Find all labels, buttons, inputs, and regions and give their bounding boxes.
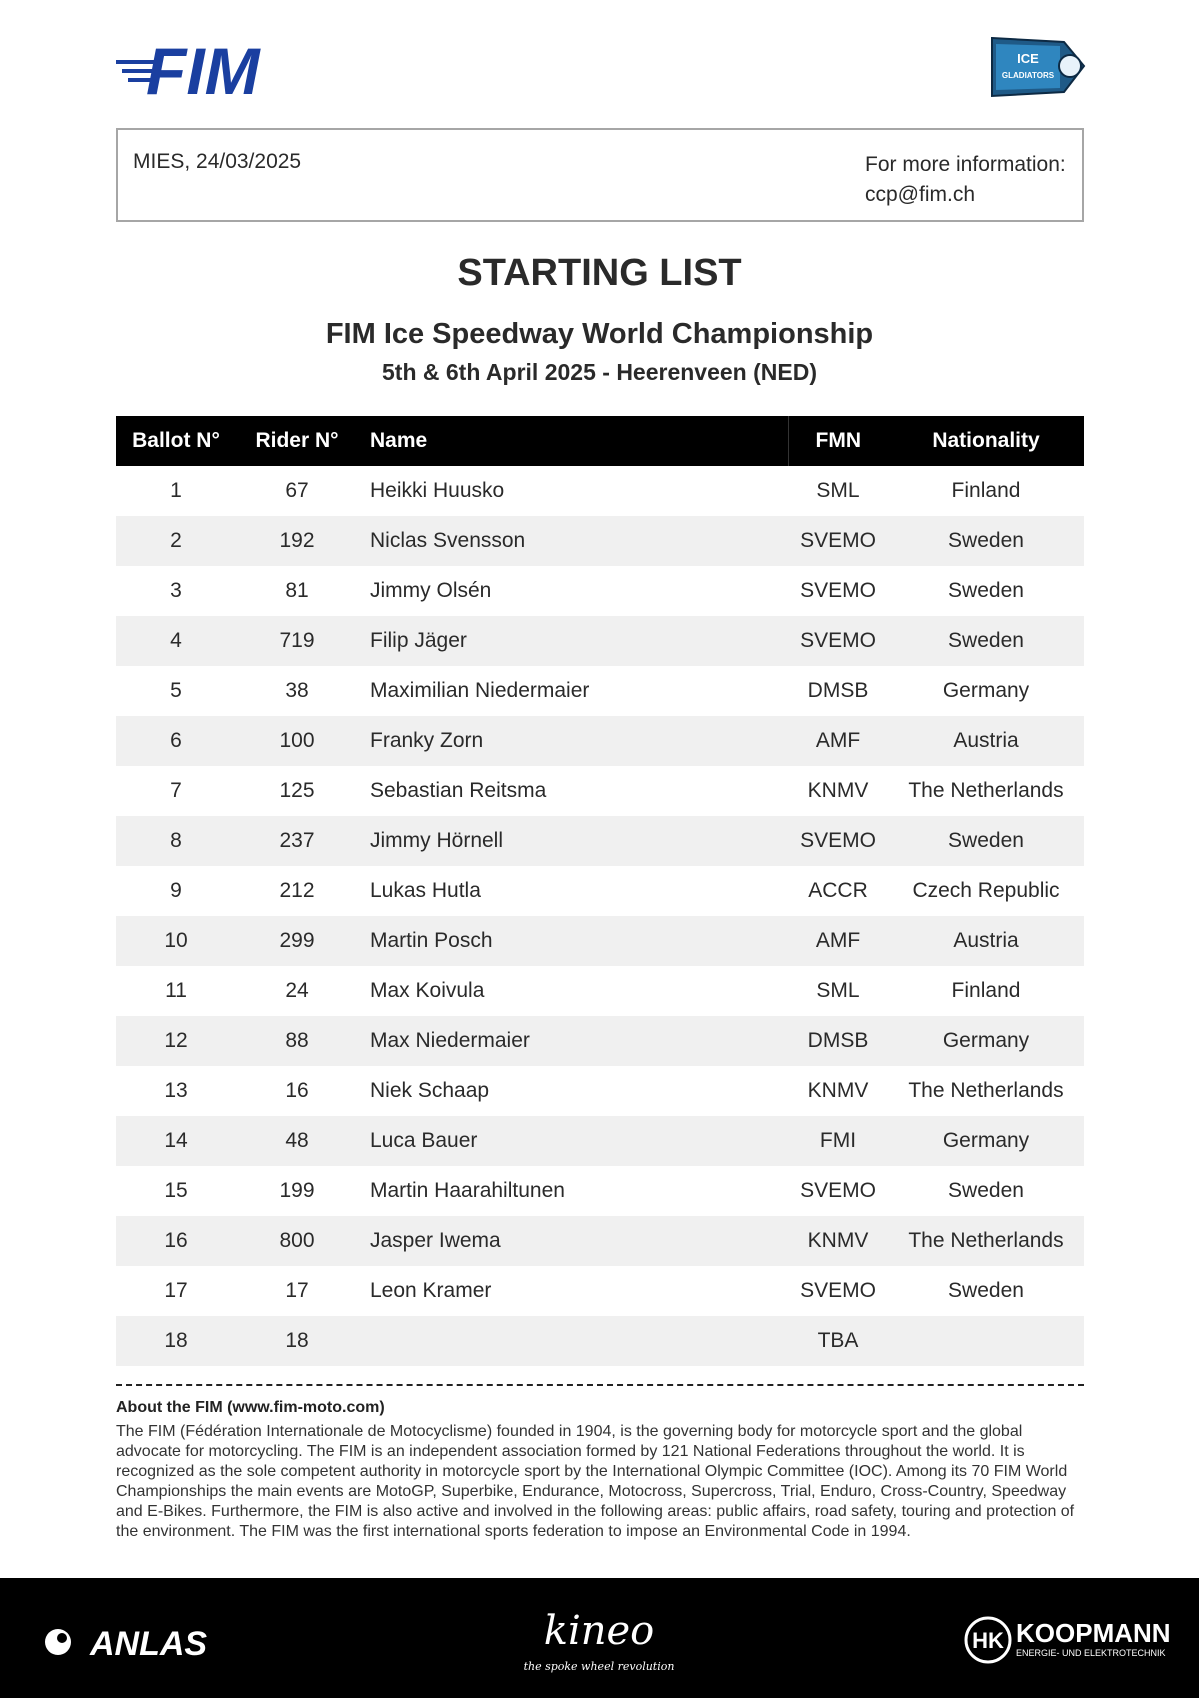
cell-fmn: SVEMO xyxy=(800,1179,876,1202)
table-row xyxy=(116,1216,1084,1266)
cell-fmn: SVEMO xyxy=(800,1279,876,1302)
cell-nationality: Sweden xyxy=(948,1279,1024,1302)
cell-fmn: SVEMO xyxy=(788,616,888,666)
table-row xyxy=(116,716,1084,766)
cell-ballot: 7 xyxy=(170,779,182,802)
cell-nationality: Austria xyxy=(888,716,1084,766)
table-row xyxy=(116,1316,1084,1366)
contact-info xyxy=(865,150,1066,210)
cell-fmn: KNMV xyxy=(807,1079,869,1102)
cell-ballot: 5 xyxy=(170,679,182,702)
cell-rider-number: 237 xyxy=(236,816,358,866)
cell-fmn: DMSB xyxy=(807,679,869,702)
table-row xyxy=(116,516,1084,566)
cell-name: Maximilian Niedermaier xyxy=(370,679,590,702)
cell-fmn: ACCR xyxy=(808,879,868,902)
info-box xyxy=(116,128,1084,222)
cell-rider-number: 299 xyxy=(236,916,358,966)
cell-ballot: 12 xyxy=(116,1016,236,1066)
cell-ballot: 10 xyxy=(116,916,236,966)
cell-fmn: SML xyxy=(816,979,860,1002)
cell-ballot: 3 xyxy=(170,579,182,602)
starting-list-table xyxy=(116,416,1084,1366)
about-title: About the FIM (www.fim-moto.com) xyxy=(116,1399,385,1416)
cell-fmn: KNMV xyxy=(788,1216,888,1266)
cell-nationality: Germany xyxy=(888,1116,1084,1166)
cell-rider-number: 38 xyxy=(285,679,309,702)
fim-logo xyxy=(116,34,270,108)
cell-fmn: SVEMO xyxy=(788,516,888,566)
cell-name: Filip Jäger xyxy=(358,616,788,666)
event-date-venue: 5th & 6th April 2025 - Heerenveen (NED) xyxy=(382,359,817,385)
cell-fmn: SVEMO xyxy=(800,579,876,602)
cell-ballot: 6 xyxy=(116,716,236,766)
koopmann-logo xyxy=(962,1614,1172,1666)
cell-rider-number: 18 xyxy=(236,1316,358,1366)
svg-text:KOOPMANN: KOOPMANN xyxy=(1016,1618,1171,1648)
cell-rider-number: 88 xyxy=(236,1016,358,1066)
table-body xyxy=(116,466,1084,1366)
cell-name: Niclas Svensson xyxy=(358,516,788,566)
kineo-logo xyxy=(523,1598,675,1680)
cell-ballot: 4 xyxy=(116,616,236,666)
cell-rider-number: 125 xyxy=(279,779,315,802)
cell-ballot: 2 xyxy=(116,516,236,566)
table-row xyxy=(116,1266,1084,1316)
table-row xyxy=(116,1166,1084,1216)
cell-nationality: Austria xyxy=(888,916,1084,966)
table-row xyxy=(116,1066,1084,1116)
cell-nationality: The Netherlands xyxy=(908,779,1064,802)
cell-name: Lukas Hutla xyxy=(370,879,481,902)
dashed-divider xyxy=(116,1384,1084,1386)
table-row xyxy=(116,816,1084,866)
table-row xyxy=(116,966,1084,1016)
cell-name: Luca Bauer xyxy=(358,1116,788,1166)
svg-text:the spoke wheel revolution: the spoke wheel revolution xyxy=(523,1660,675,1673)
cell-rider-number: 16 xyxy=(285,1079,309,1102)
cell-fmn: SVEMO xyxy=(788,816,888,866)
svg-text:ANLAS: ANLAS xyxy=(90,1625,208,1663)
cell-rider-number: 800 xyxy=(236,1216,358,1266)
contact-email[interactable]: ccp@fim.ch xyxy=(865,183,976,206)
cell-ballot: 1 xyxy=(170,479,182,502)
cell-rider-number: 24 xyxy=(285,979,309,1002)
svg-text:kineo: kineo xyxy=(543,1608,655,1654)
cell-name: Leon Kramer xyxy=(370,1279,492,1302)
table-row xyxy=(116,566,1084,616)
page-title: STARTING LIST xyxy=(457,252,742,294)
cell-fmn: SML xyxy=(816,479,860,502)
cell-nationality: Sweden xyxy=(948,1179,1024,1202)
header-name: Name xyxy=(358,416,788,466)
cell-ballot: 15 xyxy=(164,1179,188,1202)
cell-name: Martin Posch xyxy=(358,916,788,966)
cell-nationality: Finland xyxy=(951,479,1021,502)
svg-text:ICE: ICE xyxy=(1017,51,1039,66)
table-row xyxy=(116,766,1084,816)
cell-nationality xyxy=(888,1316,1084,1366)
cell-name: Jasper Iwema xyxy=(358,1216,788,1266)
cell-name: Max Niedermaier xyxy=(358,1016,788,1066)
header-ballot: Ballot N° xyxy=(116,416,236,466)
cell-name: Jimmy Hörnell xyxy=(358,816,788,866)
cell-ballot: 11 xyxy=(165,979,187,1002)
header-rider-number: Rider N° xyxy=(236,416,358,466)
table-row xyxy=(116,916,1084,966)
cell-ballot: 17 xyxy=(164,1279,188,1302)
more-info-label: For more information: xyxy=(865,153,1066,176)
cell-rider-number: 719 xyxy=(236,616,358,666)
cell-ballot: 16 xyxy=(116,1216,236,1266)
table-row xyxy=(116,666,1084,716)
cell-nationality: Sweden xyxy=(888,516,1084,566)
cell-rider-number: 212 xyxy=(279,879,315,902)
header-nationality: Nationality xyxy=(888,416,1084,466)
cell-ballot: 18 xyxy=(116,1316,236,1366)
cell-name: Martin Haarahiltunen xyxy=(370,1179,565,1202)
cell-nationality: The Netherlands xyxy=(888,1216,1084,1266)
ice-gladiators-logo xyxy=(990,36,1086,98)
table-row xyxy=(116,866,1084,916)
sponsor-footer xyxy=(0,1578,1199,1698)
cell-ballot: 9 xyxy=(170,879,182,902)
cell-ballot: 14 xyxy=(116,1116,236,1166)
cell-fmn: AMF xyxy=(788,716,888,766)
cell-fmn: FMI xyxy=(788,1116,888,1166)
table-row xyxy=(116,1116,1084,1166)
svg-text:FIM: FIM xyxy=(146,34,260,108)
cell-fmn: TBA xyxy=(788,1316,888,1366)
event-title: FIM Ice Speedway World Championship xyxy=(325,318,874,350)
svg-text:ENERGIE- UND ELEKTROTECHNIK: ENERGIE- UND ELEKTROTECHNIK xyxy=(1016,1648,1166,1658)
table-header-row xyxy=(116,416,1084,466)
cell-name: Jimmy Olsén xyxy=(370,579,492,602)
svg-text:HK: HK xyxy=(972,1628,1004,1653)
cell-rider-number: 192 xyxy=(236,516,358,566)
cell-nationality: Finland xyxy=(951,979,1021,1002)
about-text: The FIM (Fédération Internationale de Motocyclisme) founded in 1904, is the governing body for motorcycle sport and the global advocate for motorcycling. The FIM is an independent association formed by 121 National Federations throughout the world. It is recognized as the sole competent authority in motorcycle sport by the International Olympic Committee (IOC). Among its 70 FIM World Championships the main events are MotoGP, Superbike, Endurance, Motocross, Supercross, Trial, Enduro, Cross-Country, Speedway and E-Bikes. Furthermore, the FIM is also active and involved in the following areas: public affairs, road safety, touring and protection of the environment. The FIM was the first international sports federation to impose an Environmental Code in 1994. xyxy=(116,1423,1075,1540)
svg-text:GLADIATORS: GLADIATORS xyxy=(1001,71,1055,80)
cell-ballot: 13 xyxy=(164,1079,188,1102)
cell-nationality: Sweden xyxy=(888,816,1084,866)
cell-nationality: Sweden xyxy=(948,579,1024,602)
table-row xyxy=(116,466,1084,516)
cell-rider-number: 100 xyxy=(236,716,358,766)
cell-rider-number: 199 xyxy=(279,1179,315,1202)
cell-name: Heikki Huusko xyxy=(370,479,505,502)
anlas-logo xyxy=(38,1622,238,1662)
cell-rider-number: 67 xyxy=(285,479,309,502)
cell-nationality: Germany xyxy=(942,679,1030,702)
cell-nationality: Czech Republic xyxy=(912,879,1060,902)
cell-ballot: 8 xyxy=(116,816,236,866)
table-row xyxy=(116,616,1084,666)
cell-nationality: Germany xyxy=(888,1016,1084,1066)
cell-fmn: DMSB xyxy=(788,1016,888,1066)
cell-rider-number: 81 xyxy=(285,579,309,602)
cell-name: Sebastian Reitsma xyxy=(370,779,547,802)
release-date: MIES, 24/03/2025 xyxy=(133,150,302,173)
cell-fmn: KNMV xyxy=(807,779,869,802)
cell-fmn: AMF xyxy=(788,916,888,966)
cell-rider-number: 48 xyxy=(236,1116,358,1166)
cell-name: Max Koivula xyxy=(370,979,485,1002)
cell-name: Franky Zorn xyxy=(358,716,788,766)
cell-name: Niek Schaap xyxy=(370,1079,490,1102)
cell-rider-number: 17 xyxy=(285,1279,309,1302)
cell-name xyxy=(358,1316,788,1366)
cell-nationality: Sweden xyxy=(888,616,1084,666)
table-row xyxy=(116,1016,1084,1066)
header-fmn: FMN xyxy=(788,416,888,466)
cell-nationality: The Netherlands xyxy=(908,1079,1064,1102)
